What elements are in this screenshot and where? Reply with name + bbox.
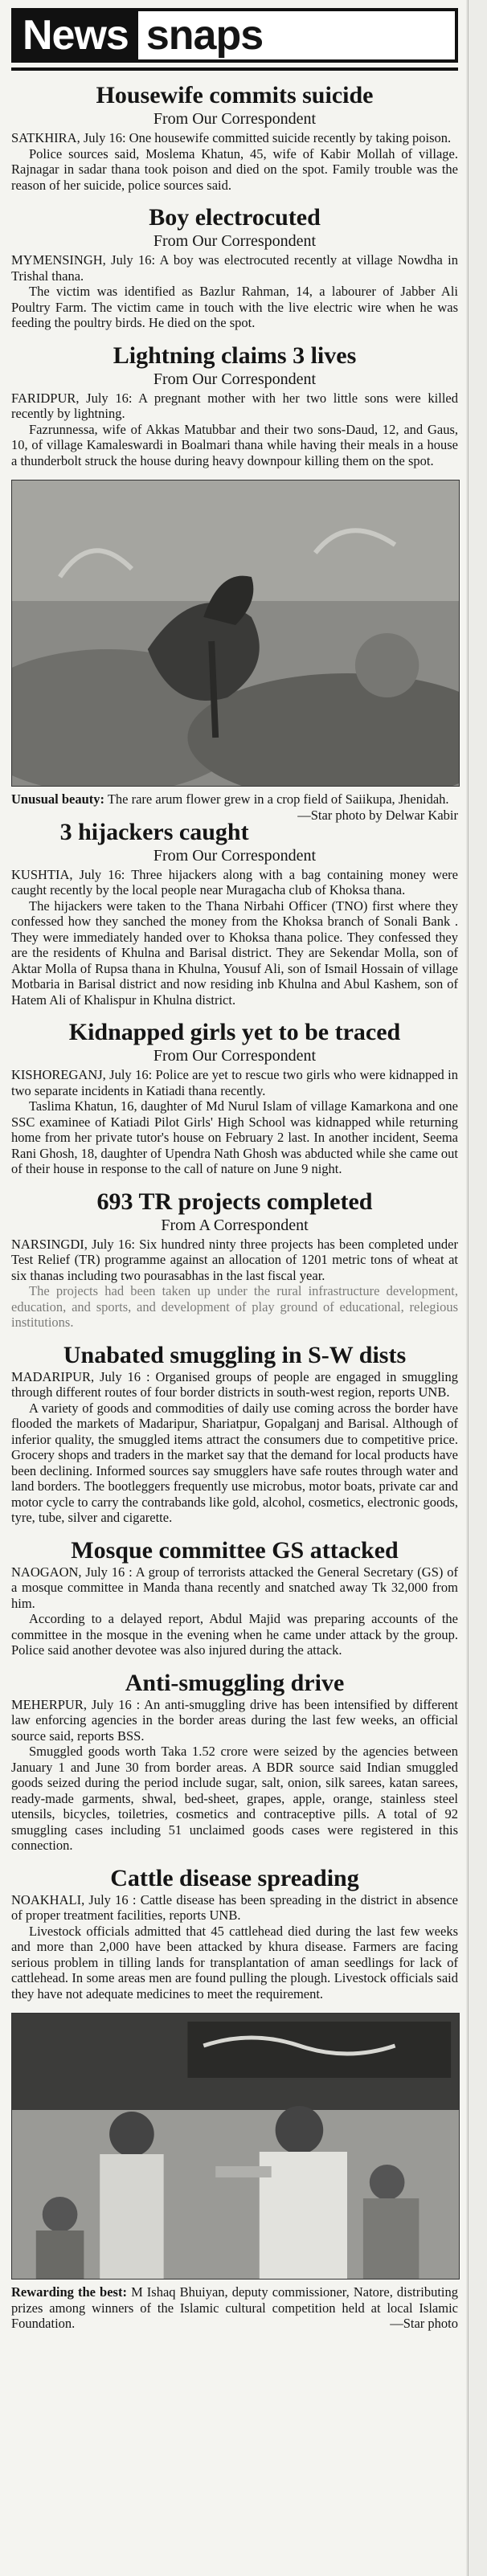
prize-giving-image [12,2014,459,2279]
adjacent-column-edge [468,0,487,2576]
photo-arum-flower [11,480,458,823]
paragraph: Police sources said, Moslema Khatun, 45, wife of Kabir Mollah of village. Rajnagar in sadar thana took poison and died on the spot. Family trouble was the reason of her suicide, police sources said. [11,145,458,193]
paragraph: KUSHTIA, July 16: Three hijackers along with a bag containing money were caught recently by the local people near Muragacha club of Khoksa thana. [11,866,458,898]
byline: From A Correspondent [161,1216,309,1234]
paragraph: Livestock officials admitted that 45 cattlehead died during the last few weeks and more than 2,000 have been attacked by khura disease. Farmers are facing serious problem in tilling lands for transplantation of aman seedlings for lack of cattlehead. In some areas men are found pulling the plough. Livestock officials said they have not adequate medicines to meet the requirement. [11,1923,458,2002]
headline: Cattle disease spreading [110,1864,359,1891]
headline: Unabated smuggling in S-W dists [63,1341,407,1368]
caption-text: M Ishaq Bhuiyan, deputy commissioner, Natore, distributing prizes among winners of the Islamic cultural competition held at local Islamic Foundation. [11,2284,459,2331]
paragraph: FARIDPUR, July 16: A pregnant mother with her two little sons were killed recently by lightning. [11,390,458,421]
story-hijackers [11,819,458,1008]
paragraph: Taslima Khatun, 16, daughter of Md Nurul Islam of village Kamarkona and one SSC examinee of Katiadi Pilot Girls' High School was kidnapped while returning home from her private tutor's house on February 2 last. In another incident, Seema Rani Ghosh, 18, daughter of Upendra Nath Ghosh was abducted while she came out of their house in response to the call of nature on June 9 night. [11,1098,458,1176]
photo-caption [11,2284,458,2332]
paragraph: Smuggled goods worth Taka 1.52 crore were seized by the agencies between January 1 and June 30 from border areas. A BDR source said Indian smuggled goods seized during the period include sugar, salt, onion, silk sarees, katan sarees, ready-made garments, shwal, bed-sheet, grapes, apple, orange, stainless steel utensils, bicycles, toiletries, cosmetics and contraceptive pills. A total of 92 smuggling cases including 51 unclaimed goods cases were registered in this connection. [11,1744,458,1853]
paragraph: SATKHIRA, July 16: One housewife committed suicide recently by taking poison. [11,130,452,145]
photo-credit: —Star photo by Delwar Kabir [297,807,458,823]
byline: From Our Correspondent [153,110,317,128]
headline: Anti-smuggling drive [125,1669,345,1696]
headline: 693 TR projects completed [96,1188,373,1215]
story-anti-smuggling [11,1670,458,1854]
byline: From Our Correspondent [153,232,317,250]
photo-rewarding-best [11,2013,458,2332]
headline: Mosque committee GS attacked [71,1536,399,1564]
arum-flower-image [12,480,459,786]
headline: 3 hijackers caught [59,818,249,845]
photo-credit: —Star photo [390,2316,458,2331]
paragraph: The projects had been taken up under the rural infrastructure development, education, and sports, and development of play ground of educational, relegious institutions. [11,1283,458,1330]
masthead-rule [11,67,458,71]
story-smuggling-sw [11,1342,458,1526]
paragraph: Fazrunnessa, wife of Akkas Matubbar and their two sons-Daud, 12, and Gaus, 10, of village Kamaleswardi in Boalmari thana while having their meals in a house a thunderbolt struck the house during heavy downpour killing them on the spot. [11,421,458,468]
caption-title: Unusual beauty: [11,791,104,807]
headline: Kidnapped girls yet to be traced [68,1019,401,1045]
paragraph: NAOGAON, July 16 : A group of terrorists attacked the General Secretary (GS) of a mosque committee in Manda thana recently and snatched away Tk 32,000 from him. [11,1564,458,1611]
story-cattle-disease [11,1865,458,2002]
masthead-snaps: snaps [145,12,264,59]
prize-giving-photo [11,2013,460,2280]
masthead [11,8,458,63]
story-lightning [11,342,458,469]
paragraph: MEHERPUR, July 16 : An anti-smuggling drive has been intensified by different law enforcing agencies in the border areas during the last few weeks, an official source said, reports BSS. [11,1696,458,1744]
story-kidnapped-girls [11,1019,458,1177]
byline: From Our Correspondent [153,370,317,388]
story-boy-electrocuted [11,204,458,331]
headline: Boy electrocuted [149,204,321,231]
byline: From Our Correspondent [153,846,317,865]
paragraph: The victim was identified as Bazlur Rahman, 14, a labourer of Jabber Ali Poultry Farm. The victim came in touch with the live electric wire when he was feeding the poultry birds. He died on the spot. [11,284,458,330]
photo-caption [11,791,458,823]
masthead-news: News [14,11,138,59]
story-mosque-attack [11,1537,458,1658]
paragraph: MADARIPUR, July 16 : Organised groups of people are engaged in smuggling through different routes of four border districts in south-west region, reports UNB. [11,1368,458,1400]
headline: Lightning claims 3 lives [113,341,357,369]
paragraph: KISHOREGANJ, July 16: Police are yet to rescue two girls who were kidnapped in two separate incidents in Katiadi thana recently. [11,1067,458,1098]
paragraph: NARSINGDI, July 16: Six hundred ninty three projects has been completed under Test Relief (TR) programme against an allocation of 1201 metric tons of wheat at six thanas including two pourasabhas in the last fiscal year. [11,1236,458,1283]
caption-text: The rare arum flower grew in a crop field of Saiikupa, Jhenidah. [107,791,449,807]
paragraph: A variety of goods and commodities of daily use coming across the border have flooded the markets of Madaripur, Shariatpur, Gopalganj and Barisal. Although of inferior quality, the smuggled items attract the consumers due to competitive price. Grocery shops and traders in the market say that the demand for local products have been declining. Informed sources say smugglers have safe routes through water and land borders. The bootleggers frequently use microbus, motor boats, private car and motor cycle to carry the contrabands like gold, alcohol, cosmetics, electronic goods, tyre, tube, silver and cigarette. [11,1400,458,1525]
story-housewife-suicide [11,82,458,193]
arum-flower-photo [11,480,460,787]
headline: Housewife commits suicide [96,82,374,108]
paragraph: MYMENSINGH, July 16: A boy was electrocuted recently at village Nowdha in Trishal thana. [11,252,458,284]
story-tr-projects [11,1188,458,1331]
paragraph: NOAKHALI, July 16 : Cattle disease has been spreading in the district in absence of proper treatment facilities, reports UNB. [11,1891,458,1923]
byline: From Our Correspondent [153,1047,317,1065]
caption-title: Rewarding the best: [11,2284,127,2300]
paragraph: According to a delayed report, Abdul Majid was preparing accounts of the committee in the mosque in the evening when he came under attack by the group. Police said another devotee was also injured during the attack. [11,1611,458,1658]
paragraph: The hijackers were taken to the Thana Nirbahi Officer (TNO) first where they confessed how they sanched the money from the Khoksa branch of Sonali Bank . They were immediately handed over to Khoksa thana police. They confessed they are the residents of Khulna and Barisal district. They are Sekendar Molla, son of Aktar Molla of Rupsa thana in Khulna, Yousuf Ali, son of Ismail Hossain of village Motbaria in Barisal district and now residing inb Khulna and Abul Kashem, son of Hatem Ali of Khalispur in Khulna district. [11,898,458,1008]
